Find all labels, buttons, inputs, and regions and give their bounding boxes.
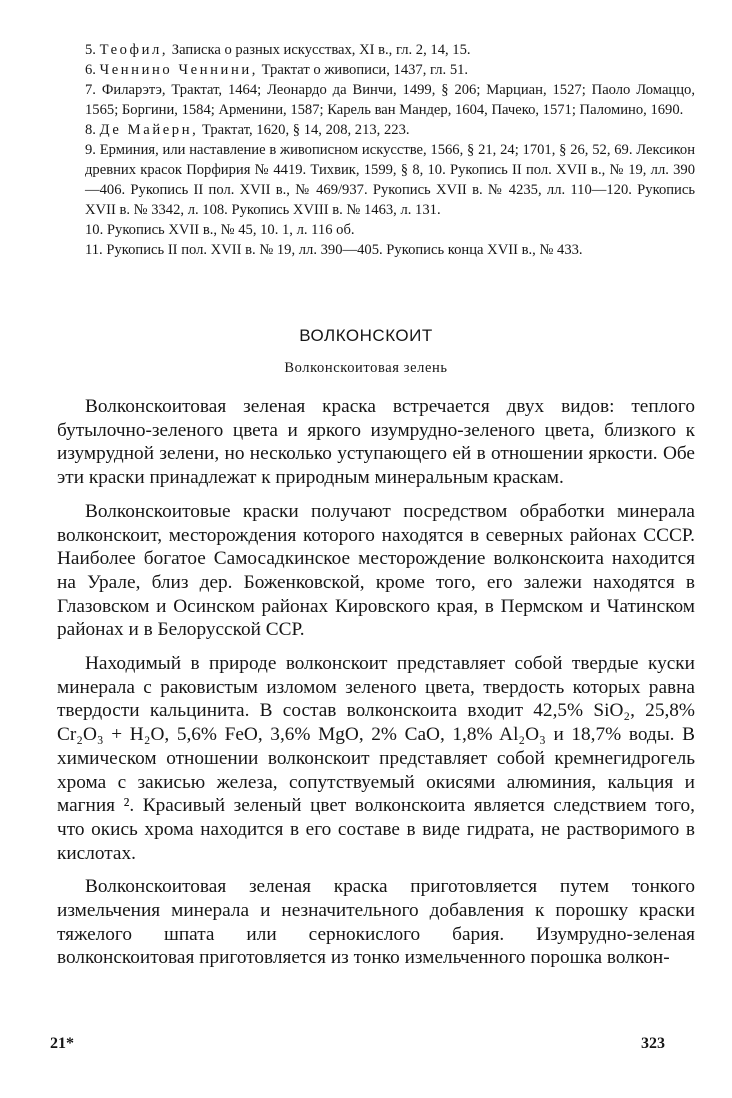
reference-number: 9. [85,142,96,158]
page-number: 323 [641,1035,665,1052]
reference-text: Ерминия, или наставление в живописном искусстве, 1566, § 21, 24; 1701, § 26, 52, 69. Лексикон древних красок Порфирия № 4419. Тихвик, 1599, § 8, 10. Рукопись II пол. XVII в., № 19, лл. 390—406. Рукопись II пол. XVII в., № 469/937. Рукопись XVII в. № 4235, лл. 110—120. Рукопись XVII в. № 3342, л. 108. Рукопись XVIII в. № 1463, л. 131. [85,142,695,218]
reference-text: Рукопись II пол. XVII в. № 19, лл. 390—405. Рукопись конца XVII в., № 433. [106,242,583,258]
reference-author: Де Майерн, [99,122,199,138]
main-text [57,395,695,980]
reference-item [85,240,695,260]
paragraph: Находимый в природе волконскоит представляет собой твердые куски минерала с раковистым изломом зеленого цвета, твердость которых равна твердости кальцинита. В состав волконскоита входит 42,5% SiO₂, 25,8% Cr₂O₃ + H₂O, 5,6% FeO, 3,6% MgO, 2% CaO, 1,8% Al₂O₃ и 18,7% воды. В химическом отношении волконскоит представляет собой кремнегидрогель хрома с закисью железа, сопутствуемый окисями алюминия, кальция и магния ². Красивый зеленый цвет волконскоита является следствием того, что окись хрома находится в его составе в виде гидрата, не растворимого в кислотах. [57,653,695,864]
reference-number: 8. [85,122,96,138]
reference-item [85,140,695,220]
reference-number: 5. [85,42,96,58]
reference-text: Трактат, 1620, § 14, 208, 213, 223. [198,122,410,138]
reference-number: 10. [85,222,104,238]
reference-number: 11. [85,242,103,258]
reference-item [85,220,695,240]
reference-item [85,80,695,120]
reference-author: Ченнино Ченнини, [99,62,259,78]
reference-text: Филарэтэ, Трактат, 1464; Леонардо да Винчи, 1499, § 206; Марциан, 1527; Паоло Ломаццо, 1565; Боргини, 1584; Арменини, 1587; Карель ван Мандер, 1604, Пачеко, 1571; Паломино, 1690. [85,82,695,118]
paragraph: Волконскоитовая зеленая краска встречается двух видов: теплого бутылочно-зеленого цвета и яркого изумрудно-зеленого цвета, близкого к изумрудной зелени, но несколько уступающего ей в отношении яркости. Обе эти краски принадлежат к природным минеральным краскам. [57,396,695,489]
references-list [85,40,695,260]
reference-item [85,40,695,60]
paragraph: Волконскоитовая зеленая краска приготовляется путем тонкого измельчения минерала и незначительного добавления к порошку краски тяжелого шпата или сернокислого бария. Изумрудно-зеленая волконскоитовая приготовляется из тонко измельченного порошка волкон- [57,876,695,969]
reference-number: 6. [85,62,96,78]
reference-number: 7. [85,82,96,98]
reference-author: Теофил, [99,42,169,58]
signature-mark: 21* [50,1035,74,1052]
reference-text: Записка о разных искусствах, XI в., гл. 2, 14, 15. [168,42,471,58]
reference-text: Трактат о живописи, 1437, гл. 51. [258,62,469,78]
subsection-title: Волконскоитовая зелень [284,360,448,376]
reference-text: Рукопись XVII в., № 45, 10. 1, л. 116 об. [106,222,355,238]
reference-item [85,60,695,80]
section-title: ВОЛКОНСКОИТ [299,326,433,345]
reference-item [85,120,695,140]
paragraph: Волконскоитовые краски получают посредством обработки минерала волконскоит, месторождения которого находятся в северных районах СССР. Наиболее богатое Самосадкинское месторождение волконскоита находится на Урале, близ дер. Боженковской, кроме того, его залежи находятся в Глазовском и Осинском районах Кировского края, в Пермском и Чатинском районах и в Белорусской ССР. [57,500,695,641]
